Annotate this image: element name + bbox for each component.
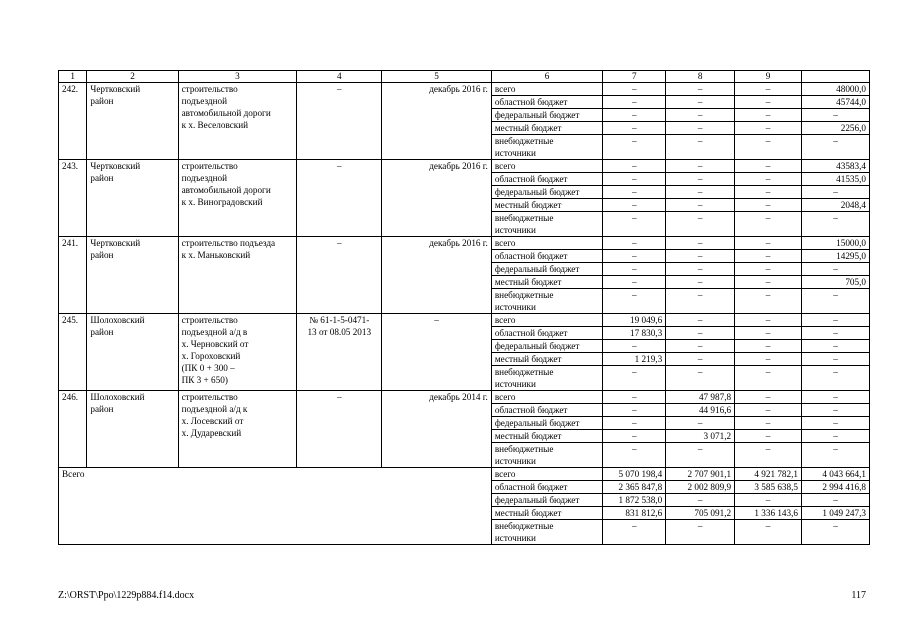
value-cell: 14295,0 (802, 250, 870, 263)
cell-line: автомобильной дороги (181, 108, 271, 118)
source-cell (491, 237, 603, 250)
cell-line: всего (494, 238, 516, 248)
source-cell (491, 160, 603, 173)
cell-line: автомобильной дороги (181, 185, 271, 195)
value-cell: – (666, 173, 735, 186)
source-cell (491, 353, 603, 366)
value-cell: – (666, 96, 735, 109)
value-cell: – (802, 340, 870, 353)
source-cell (491, 250, 603, 263)
header-cell (802, 71, 870, 83)
cell-line: Чертковский (90, 238, 141, 248)
source-cell (491, 186, 603, 199)
value-cell: 2 707 901,1 (666, 468, 735, 481)
cell-line: внебюджетные (494, 521, 554, 531)
value-cell: 2256,0 (802, 122, 870, 135)
cell-line: местный бюджет (494, 200, 562, 210)
value-cell: – (735, 327, 802, 340)
value-cell: – (802, 314, 870, 327)
value-cell: – (735, 353, 802, 366)
value-cell: – (603, 366, 666, 391)
cell-line: всего (494, 392, 516, 402)
cell-line: х. Лосевский от (181, 416, 244, 426)
cell-line: внебюджетные (494, 290, 554, 300)
value-cell: – (735, 237, 802, 250)
value-cell: – (802, 520, 870, 545)
value-cell: – (666, 327, 735, 340)
value-cell: – (802, 263, 870, 276)
source-cell (491, 135, 603, 160)
value-cell: – (603, 263, 666, 276)
value-cell: – (735, 109, 802, 122)
value-cell: 5 070 198,4 (603, 468, 666, 481)
value-cell: – (735, 340, 802, 353)
value-cell: – (603, 391, 666, 404)
cell-line: внебюджетные (494, 136, 554, 146)
source-cell (491, 263, 603, 276)
deadline-cell: – (382, 314, 491, 391)
source-cell (491, 481, 603, 494)
source-cell (491, 507, 603, 520)
cell-line: х. Гороховский (181, 351, 241, 361)
deadline-cell: декабрь 2014 г. (382, 391, 491, 468)
value-cell: – (603, 135, 666, 160)
value-cell: – (735, 173, 802, 186)
value-cell: – (735, 417, 802, 430)
value-cell: – (666, 83, 735, 96)
cell-line: район (90, 250, 114, 260)
source-cell (491, 199, 603, 212)
value-cell: 4 921 782,1 (735, 468, 802, 481)
source-cell (491, 212, 603, 237)
value-cell: – (735, 520, 802, 545)
value-cell: – (735, 314, 802, 327)
cell-line: внебюджетные (494, 367, 554, 377)
value-cell: – (802, 353, 870, 366)
value-cell: – (666, 212, 735, 237)
header-cell: 2 (87, 71, 178, 83)
value-cell: – (735, 430, 802, 443)
table-row (59, 391, 870, 404)
value-cell: 4 043 664,1 (802, 468, 870, 481)
cell-line: федеральный бюджет (494, 110, 580, 120)
header-cell: 4 (297, 71, 382, 83)
value-cell: – (735, 366, 802, 391)
deadline-cell: декабрь 2016 г. (382, 237, 491, 314)
cell-line: подъездной (181, 173, 228, 183)
total-row (59, 468, 870, 481)
budget-table (58, 70, 870, 545)
header-cell: 3 (178, 71, 297, 83)
cell-line: областной бюджет (494, 174, 568, 184)
value-cell: 48000,0 (802, 83, 870, 96)
cell-line: район (90, 327, 114, 337)
cell-line: местный бюджет (494, 431, 562, 441)
cell-line: 13 от 08.05 2013 (307, 327, 372, 337)
value-cell: – (802, 417, 870, 430)
cell-line: подъездной (181, 96, 228, 106)
value-cell: – (603, 173, 666, 186)
cell-line: всего (494, 84, 516, 94)
source-cell (491, 520, 603, 545)
cell-line: район (90, 404, 114, 414)
cell-line: источники (494, 456, 536, 466)
cell-line: федеральный бюджет (494, 418, 580, 428)
value-cell: 19 049,6 (603, 314, 666, 327)
value-cell: – (666, 366, 735, 391)
source-cell (491, 391, 603, 404)
value-cell: – (666, 520, 735, 545)
value-cell: 47 987,8 (666, 391, 735, 404)
value-cell: 2 002 809,9 (666, 481, 735, 494)
cell-line: к х. Маньковский (181, 250, 251, 260)
cell-line: областной бюджет (494, 251, 568, 261)
value-cell: 41535,0 (802, 173, 870, 186)
value-cell: – (666, 314, 735, 327)
value-cell: 2 994 416,8 (802, 481, 870, 494)
cell-line: всего (494, 469, 516, 479)
value-cell: – (735, 83, 802, 96)
value-cell: – (802, 186, 870, 199)
cell-line: областной бюджет (494, 405, 568, 415)
value-cell: – (603, 96, 666, 109)
district-cell (87, 391, 178, 468)
value-cell: – (735, 443, 802, 468)
source-cell (491, 366, 603, 391)
value-cell: – (735, 186, 802, 199)
cell-line: источники (494, 533, 536, 543)
source-cell (491, 96, 603, 109)
header-cell: 7 (603, 71, 666, 83)
deadline-cell: декабрь 2016 г. (382, 160, 491, 237)
source-cell (491, 289, 603, 314)
source-cell (491, 468, 603, 481)
value-cell: 2048,4 (802, 199, 870, 212)
cell-line: (ПК 0 + 300 – (181, 363, 235, 373)
cell-line: к х. Веселовский (181, 120, 249, 130)
value-cell: – (603, 417, 666, 430)
cell-line: источники (494, 379, 536, 389)
value-cell: – (666, 443, 735, 468)
cell-line: х. Дударевский (181, 428, 242, 438)
value-cell: – (666, 109, 735, 122)
value-cell: – (735, 404, 802, 417)
cell-line: источники (494, 148, 536, 158)
table-row (59, 83, 870, 96)
header-cell: 6 (491, 71, 603, 83)
value-cell: – (735, 122, 802, 135)
cell-line: федеральный бюджет (494, 341, 580, 351)
value-cell: – (802, 135, 870, 160)
district-cell (87, 237, 178, 314)
value-cell: 43583,4 (802, 160, 870, 173)
value-cell: – (666, 122, 735, 135)
value-cell: – (735, 289, 802, 314)
cell-line: внебюджетные (494, 444, 554, 454)
cell-line: местный бюджет (494, 123, 562, 133)
row-number: 243. (59, 160, 87, 237)
value-cell: – (666, 494, 735, 507)
cell-line: Чертковский (90, 84, 141, 94)
value-cell: 1 049 247,3 (802, 507, 870, 520)
source-cell (491, 314, 603, 327)
cell-line: областной бюджет (494, 328, 568, 338)
total-label: Всего (59, 468, 492, 545)
value-cell: – (603, 289, 666, 314)
value-cell: – (735, 199, 802, 212)
value-cell: 831 812,6 (603, 507, 666, 520)
source-cell (491, 404, 603, 417)
value-cell: – (666, 353, 735, 366)
value-cell: – (802, 404, 870, 417)
cell-line: всего (494, 315, 516, 325)
cell-line: местный бюджет (494, 508, 562, 518)
value-cell: 1 336 143,6 (735, 507, 802, 520)
cell-line: источники (494, 225, 536, 235)
cell-line: местный бюджет (494, 354, 562, 364)
source-cell (491, 340, 603, 353)
value-cell: – (666, 263, 735, 276)
value-cell: – (666, 417, 735, 430)
value-cell: – (603, 404, 666, 417)
value-cell: 705 091,2 (666, 507, 735, 520)
cell-line: внебюджетные (494, 213, 554, 223)
value-cell: – (735, 250, 802, 263)
deadline-cell: декабрь 2016 г. (382, 83, 491, 160)
cell-line: областной бюджет (494, 482, 568, 492)
file-path: Z:\ORST\Ppo\1229p884.f14.docx (58, 590, 195, 601)
value-cell: – (666, 237, 735, 250)
value-cell: – (802, 289, 870, 314)
source-cell (491, 122, 603, 135)
cell-line: федеральный бюджет (494, 264, 580, 274)
row-number: 245. (59, 314, 87, 391)
table-row (59, 237, 870, 250)
value-cell: – (603, 276, 666, 289)
value-cell: – (603, 122, 666, 135)
cell-line: Шолоховский (90, 315, 145, 325)
document-cell: – (297, 83, 382, 160)
value-cell: 1 219,3 (603, 353, 666, 366)
source-cell (491, 430, 603, 443)
cell-line: строительство подъезда (181, 238, 276, 248)
source-cell (491, 443, 603, 468)
value-cell: – (603, 109, 666, 122)
value-cell: 705,0 (802, 276, 870, 289)
value-cell: – (735, 263, 802, 276)
cell-line: Чертковский (90, 161, 141, 171)
cell-line: подъездной а/д в (181, 327, 248, 337)
value-cell: 45744,0 (802, 96, 870, 109)
value-cell: – (802, 443, 870, 468)
object-cell (178, 237, 297, 314)
value-cell: 3 071,2 (666, 430, 735, 443)
value-cell: – (735, 391, 802, 404)
page-number: 117 (851, 590, 866, 601)
value-cell: – (603, 520, 666, 545)
source-cell (491, 494, 603, 507)
value-cell: – (666, 160, 735, 173)
header-cell: 8 (666, 71, 735, 83)
cell-line: ПК 3 + 650) (181, 375, 228, 385)
source-cell (491, 417, 603, 430)
value-cell: – (666, 340, 735, 353)
document-cell: – (297, 237, 382, 314)
value-cell: – (666, 250, 735, 263)
cell-line: строительство (181, 315, 238, 325)
district-cell (87, 160, 178, 237)
row-number: 246. (59, 391, 87, 468)
cell-line: подъездной а/д к (181, 404, 248, 414)
row-number: 241. (59, 237, 87, 314)
value-cell: – (666, 276, 735, 289)
value-cell: – (735, 96, 802, 109)
object-cell (178, 391, 297, 468)
value-cell: – (802, 494, 870, 507)
cell-line: Шолоховский (90, 392, 145, 402)
value-cell: – (802, 212, 870, 237)
value-cell: 1 872 538,0 (603, 494, 666, 507)
value-cell: – (666, 186, 735, 199)
cell-line: строительство (181, 392, 238, 402)
source-cell (491, 83, 603, 96)
cell-line: областной бюджет (494, 97, 568, 107)
value-cell: – (666, 135, 735, 160)
document-cell (297, 314, 382, 391)
cell-line: к х. Виноградовский (181, 197, 263, 207)
object-cell (178, 83, 297, 160)
value-cell: – (802, 366, 870, 391)
value-cell: – (603, 443, 666, 468)
header-row (59, 71, 870, 83)
cell-line: строительство (181, 84, 238, 94)
row-number: 242. (59, 83, 87, 160)
cell-line: х. Черновский от (181, 339, 249, 349)
header-cell: 5 (382, 71, 491, 83)
cell-line: строительство (181, 161, 238, 171)
table-body (59, 71, 870, 545)
object-cell (178, 314, 297, 391)
table-row (59, 160, 870, 173)
source-cell (491, 327, 603, 340)
value-cell: – (735, 276, 802, 289)
value-cell: – (603, 237, 666, 250)
header-cell: 9 (735, 71, 802, 83)
value-cell: 3 585 638,5 (735, 481, 802, 494)
value-cell: – (802, 391, 870, 404)
value-cell: – (802, 109, 870, 122)
district-cell (87, 314, 178, 391)
cell-line: федеральный бюджет (494, 495, 580, 505)
value-cell: – (735, 494, 802, 507)
value-cell: – (603, 83, 666, 96)
table-row (59, 314, 870, 327)
value-cell: – (603, 340, 666, 353)
district-cell (87, 83, 178, 160)
value-cell: 17 830,3 (603, 327, 666, 340)
value-cell: 2 365 847,8 (603, 481, 666, 494)
value-cell: – (666, 289, 735, 314)
value-cell: – (735, 135, 802, 160)
value-cell: – (603, 160, 666, 173)
value-cell: – (735, 212, 802, 237)
source-cell (491, 173, 603, 186)
source-cell (491, 276, 603, 289)
value-cell: 44 916,6 (666, 404, 735, 417)
value-cell: – (735, 160, 802, 173)
value-cell: – (603, 212, 666, 237)
cell-line: район (90, 173, 114, 183)
object-cell (178, 160, 297, 237)
cell-line: всего (494, 161, 516, 171)
cell-line: № 61-1-5-0471- (309, 315, 370, 325)
cell-line: федеральный бюджет (494, 187, 580, 197)
value-cell: – (603, 199, 666, 212)
cell-line: источники (494, 302, 536, 312)
source-cell (491, 109, 603, 122)
document-cell: – (297, 160, 382, 237)
header-cell: 1 (59, 71, 87, 83)
value-cell: – (666, 199, 735, 212)
value-cell: – (603, 186, 666, 199)
value-cell: – (603, 250, 666, 263)
value-cell: – (802, 430, 870, 443)
cell-line: район (90, 96, 114, 106)
cell-line: местный бюджет (494, 277, 562, 287)
value-cell: – (603, 430, 666, 443)
value-cell: 15000,0 (802, 237, 870, 250)
document-cell: – (297, 391, 382, 468)
value-cell: – (802, 327, 870, 340)
